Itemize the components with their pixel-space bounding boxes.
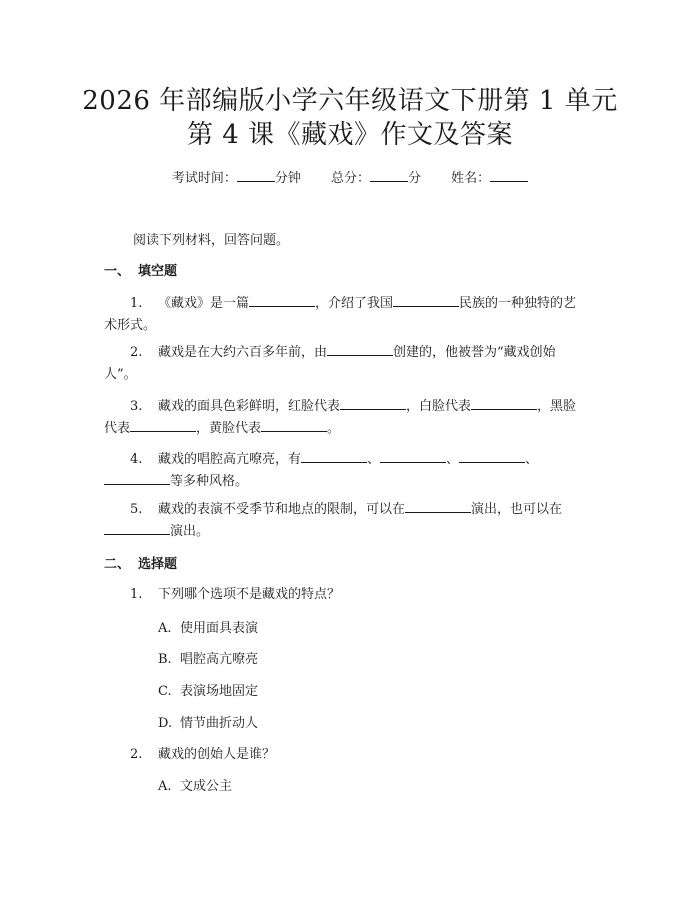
question-number: 2. <box>130 747 143 762</box>
question-number: 5. <box>130 502 143 517</box>
choice-option-d[interactable] <box>158 714 258 734</box>
answer-blank[interactable] <box>459 450 525 463</box>
question-text: 藏戏的创始人是谁？ <box>158 747 276 762</box>
name-blank[interactable] <box>490 169 528 182</box>
answer-blank[interactable] <box>405 500 471 513</box>
option-letter: A. <box>158 779 172 794</box>
answer-blank[interactable] <box>249 294 315 307</box>
fill-question-4 <box>104 449 584 493</box>
question-text: 。 <box>327 421 341 436</box>
question-text: 民族的一种独特的艺术形式。 <box>104 296 577 333</box>
question-text: 等多种风格。 <box>170 474 249 489</box>
question-text: 藏戏的面具色彩鲜明，红脸代表 <box>158 399 341 414</box>
option-letter: B. <box>158 652 172 667</box>
page-title-line1: 2026 年部编版小学六年级语文下册第 1 单元 <box>82 86 618 116</box>
time-label: 考试时间： <box>171 171 237 186</box>
question-text: 藏戏的唱腔高亢嘹亮，有 <box>158 452 302 467</box>
fill-question-1 <box>104 293 584 337</box>
question-text: 演出。 <box>170 524 210 539</box>
question-number: 1. <box>130 587 143 602</box>
answer-blank[interactable] <box>104 472 170 485</box>
question-text: ，黑脸代表 <box>104 399 577 436</box>
section-heading-multiple-choice <box>104 555 177 575</box>
intro-text: 阅读下列材料，回答问题。 <box>133 233 290 248</box>
question-text: ，介绍了我国 <box>315 296 394 311</box>
score-blank[interactable] <box>370 169 408 182</box>
question-text: 《藏戏》是一篇 <box>158 296 250 311</box>
question-text: 、 <box>367 452 381 467</box>
answer-blank[interactable] <box>261 419 327 432</box>
choice-question-1 <box>130 585 340 605</box>
option-text: 情节曲折动人 <box>180 716 259 731</box>
answer-blank[interactable] <box>471 397 537 410</box>
question-text: 藏戏的表演不受季节和地点的限制，可以在 <box>158 502 406 517</box>
exam-time <box>172 171 301 186</box>
answer-blank[interactable] <box>393 294 459 307</box>
time-blank[interactable] <box>237 169 275 182</box>
option-text: 使用面具表演 <box>180 621 259 636</box>
question-text: ，黄脸代表 <box>196 421 262 436</box>
question-number: 4. <box>130 452 143 467</box>
option-text: 唱腔高亢嘹亮 <box>180 652 259 667</box>
section-number: 一、 <box>104 264 131 279</box>
section-number: 二、 <box>104 557 131 572</box>
section-heading-fill-in <box>104 262 177 282</box>
question-number: 1. <box>130 296 143 311</box>
fill-question-5 <box>104 499 584 543</box>
choice-option-c[interactable] <box>158 682 258 702</box>
question-number: 3. <box>130 399 143 414</box>
choice-option-a[interactable] <box>158 619 258 639</box>
exam-meta <box>0 169 700 189</box>
question-text: ，白脸代表 <box>406 399 472 414</box>
option-text: 表演场地固定 <box>180 684 259 699</box>
answer-blank[interactable] <box>340 397 406 410</box>
question-text: 下列哪个选项不是藏戏的特点？ <box>158 587 341 602</box>
answer-blank[interactable] <box>380 450 446 463</box>
section-title: 填空题 <box>138 264 178 279</box>
question-text: 、 <box>446 452 460 467</box>
section-title: 选择题 <box>138 557 178 572</box>
option-letter: A. <box>158 621 172 636</box>
exam-score <box>331 171 421 186</box>
answer-blank[interactable] <box>301 450 367 463</box>
name-label: 姓名： <box>451 171 491 186</box>
page-title-line2: 第 4 课《藏戏》作文及答案 <box>186 120 514 150</box>
answer-blank[interactable] <box>130 419 196 432</box>
option-text: 文成公主 <box>180 779 233 794</box>
question-text: 藏戏是在大约六百多年前，由 <box>158 345 328 360</box>
choice-question-2 <box>130 745 275 765</box>
time-unit: 分钟 <box>274 171 301 186</box>
fill-question-2 <box>104 342 584 386</box>
choice-option-a[interactable] <box>158 777 232 797</box>
score-label: 总分： <box>330 171 370 186</box>
exam-name <box>451 171 528 186</box>
answer-blank[interactable] <box>327 343 393 356</box>
option-letter: C. <box>158 684 172 699</box>
option-letter: D. <box>158 716 173 731</box>
score-unit: 分 <box>408 171 422 186</box>
choice-option-b[interactable] <box>158 650 258 670</box>
question-text: 、 <box>525 452 539 467</box>
question-text: 创建的，他被誉为“藏戏创始人”。 <box>104 345 556 382</box>
answer-blank[interactable] <box>104 522 170 535</box>
fill-question-3 <box>104 396 584 440</box>
question-number: 2. <box>130 345 143 360</box>
question-text: 演出，也可以在 <box>471 502 563 517</box>
